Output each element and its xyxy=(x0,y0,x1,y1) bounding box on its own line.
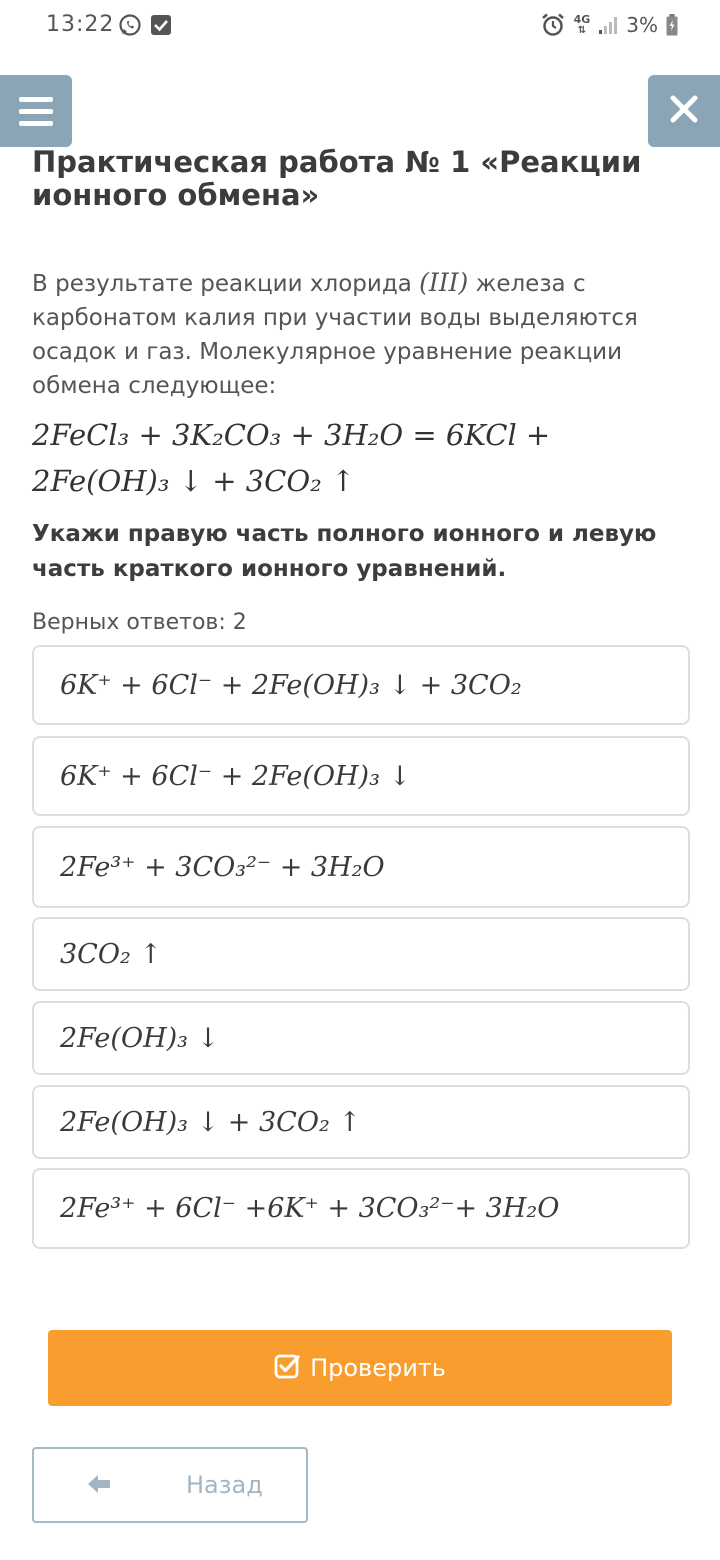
equation-line-1: 2FeCl₃ + 3K₂CO₃ + 3H₂O = 6KCl + xyxy=(32,418,551,452)
signal-icon xyxy=(598,15,618,35)
status-right-icons xyxy=(540,12,678,38)
answer-option[interactable] xyxy=(32,826,690,908)
answer-option[interactable] xyxy=(32,1001,690,1075)
answer-option-text: 2Fe³⁺ + 6Cl⁻ +6K⁺ + 3CO₃²⁻+ 3H₂O xyxy=(60,1193,560,1224)
whatsapp-icon xyxy=(118,13,142,37)
checkbox-icon xyxy=(274,1353,300,1383)
battery-percent: 3% xyxy=(626,13,658,37)
task-instruction: Укажи правую часть полного ионного и левую часть краткого ионного уравнений. xyxy=(32,521,657,582)
answer-option-text: 6K⁺ + 6Cl⁻ + 2Fe(OH)₃ ↓ xyxy=(60,760,412,792)
back-button-label: Назад xyxy=(186,1471,263,1499)
oxidation-state: (III) xyxy=(419,268,469,297)
network-label: 4G xyxy=(573,13,591,26)
checkbox-notification-icon xyxy=(150,14,172,36)
back-button[interactable] xyxy=(32,1447,308,1523)
answer-option-text: 2Fe³⁺ + 3CO₃²⁻ + 3H₂O xyxy=(60,851,385,883)
answer-option[interactable] xyxy=(32,917,690,991)
close-button[interactable] xyxy=(648,75,720,147)
arrow-left-icon xyxy=(86,1471,112,1501)
page-title: Практическая работа № 1 «Реакции ионного обмена» xyxy=(32,145,642,212)
molecular-equation xyxy=(32,412,692,504)
menu-button[interactable] xyxy=(0,75,72,147)
answer-option[interactable] xyxy=(32,736,690,816)
answer-option[interactable] xyxy=(32,1168,690,1249)
answer-option-text: 2Fe(OH)₃ ↓ + 3CO₂ ↑ xyxy=(60,1106,361,1138)
answer-option-text: 2Fe(OH)₃ ↓ xyxy=(60,1022,220,1054)
check-button[interactable] xyxy=(48,1330,672,1406)
network-4g-icon: 4G ⇅ xyxy=(573,13,591,36)
equation-line-2: 2Fe(OH)₃ ↓ + 3CO₂ ↑ xyxy=(32,464,356,498)
alarm-icon xyxy=(540,12,566,38)
status-notification-icons xyxy=(118,13,172,37)
intro-text-start: В результате реакции хлорида xyxy=(32,271,420,297)
status-bar xyxy=(0,0,720,52)
battery-icon xyxy=(666,14,678,36)
check-button-label: Проверить xyxy=(310,1354,446,1382)
answer-option-text: 6K⁺ + 6Cl⁻ + 2Fe(OH)₃ ↓ + 3CO₂ xyxy=(60,669,522,701)
task-description xyxy=(32,266,682,403)
intro-text-end: железа с карбонатом калия при участии воды выделяются осадок и газ. Молекулярное уравнение реакции обмена следующее: xyxy=(32,271,638,399)
hamburger-menu-icon xyxy=(19,97,53,126)
close-icon xyxy=(669,94,699,128)
answer-option[interactable] xyxy=(32,1085,690,1159)
answer-option-text: 3CO₂ ↑ xyxy=(60,938,163,970)
correct-answers-count: Верных ответов: 2 xyxy=(32,610,247,635)
status-time: 13:22 xyxy=(46,12,115,37)
answer-option[interactable] xyxy=(32,645,690,725)
